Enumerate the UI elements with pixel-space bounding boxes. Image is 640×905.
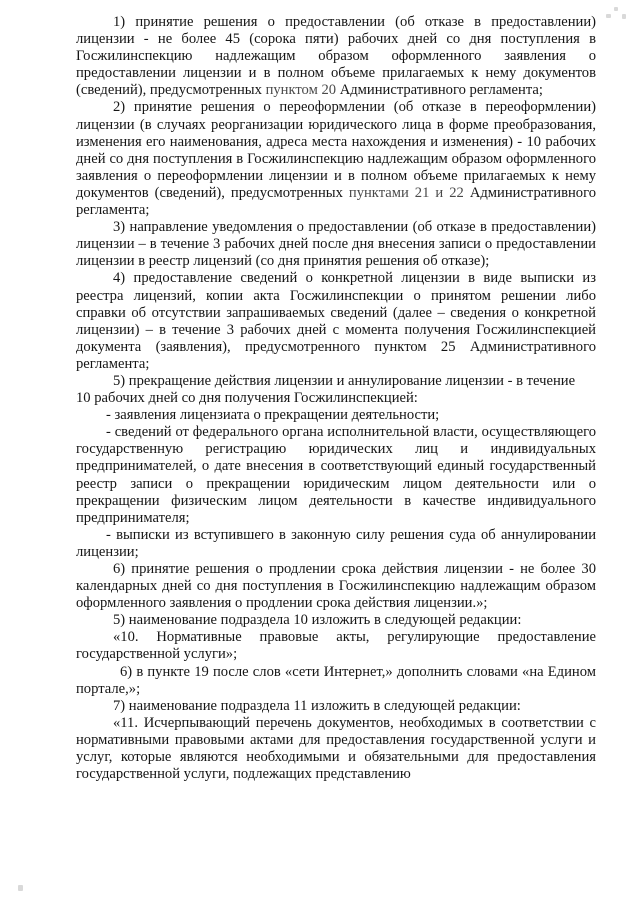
paragraph-subsection-11-change: 7) наименование подраздела 11 изложить в следующей редакции:: [113, 697, 521, 714]
paragraph-subsection-10-change: 5) наименование подраздела 10 изложить в следующей редакции:: [113, 612, 522, 629]
regulation-reference: пунктом 20: [265, 82, 337, 99]
paragraph-text: Административного регламента;: [336, 82, 543, 99]
regulation-reference: пунктами 21 и 22: [348, 184, 464, 201]
scan-speck: [18, 885, 23, 891]
paragraph-license-reissue-deadline: [76, 99, 596, 219]
paragraph-text: Административного регламента;: [76, 184, 596, 219]
paragraph-text: 1) принятие решения о предоставлении (об отказе в предоставлении) лицензии - не более 45 (сорока пяти) рабочих дней со дня поступления в Госжилинспекцию надлежащим образом оформленного заявления о предоставлении лицензии и в полном объеме прилагаемых к нему документов (сведений), предусмотренных: [76, 14, 596, 99]
list-item-federal-information: - сведений от федерального органа исполнительной власти, осуществляющего государственную регистрацию юридических лиц и индивидуальных предпринимателей, о дате внесения в соответствующий единый государственный реестр записи о прекращении юридическим лицом деятельности или о прекращении физическим лицом деятельности в качестве индивидуального предпринимателя;: [76, 424, 596, 526]
scan-speck: [622, 14, 626, 19]
scan-speck: [614, 7, 618, 11]
paragraph-notification-deadline: 3) направление уведомления о предоставлении (об отказе в предоставлении) лицензии – в течение 3 рабочих дней после дня внесения записи о предоставлении лицензии в реестр лицензий (со дня принятия решения об отказе);: [76, 219, 596, 270]
paragraph-termination-sources: 10 рабочих дней со дня получения Госжилинспекцией:: [76, 390, 418, 407]
paragraph-license-information-deadline: 4) предоставление сведений о конкретной лицензии в виде выписки из реестра лицензий, копии акта Госжилинспекции о принятом решении либо справки об отсутствии запрашиваемых сведений (далее – сведения о конкретной лицензии) – в течение 3 рабочих дней с момента получения Госжилинспекцией документа (заявления), предусмотренного пунктом 25 Административного регламента;: [76, 270, 596, 372]
paragraph-subsection-10-title: «10. Нормативные правовые акты, регулирующие предоставление государственной услуги»;: [76, 629, 596, 663]
paragraph-termination-deadline: 5) прекращение действия лицензии и аннулирование лицензии - в течение: [113, 372, 576, 389]
list-item-licensee-application: - заявления лицензиата о прекращении деятельности;: [106, 407, 440, 424]
paragraph-license-grant-deadline: [76, 14, 596, 99]
paragraph-item-19-change: 6) в пункте 19 после слов «сети Интернет,» дополнить словами «на Едином портале,»;: [76, 663, 596, 697]
list-item-court-decision: - выписки из вступившего в законную силу решения суда об аннулировании лицензии;: [76, 526, 596, 560]
paragraph-subsection-11-title: «11. Исчерпывающий перечень документов, необходимых в соответствии с нормативными правовыми актами для предоставления государственной услуги и услуг, которые являются необходимыми и обязательными для предоставления государственной услуги, подлежащих представлению: [76, 714, 596, 783]
scan-speck: [606, 14, 611, 18]
paragraph-text: 2) принятие решения о переоформлении (об отказе в переоформлении) лицензии (в случаях реорганизации юридического лица в форме преобразования, изменения его наименования, адреса места нахождения и изменения) - 10 рабочих дней со дня поступления в Госжилинспекцию надлежащим образом оформленного заявления о переоформлении лицензии и в полном объеме прилагаемых к нему документов (сведений), предусмотренных: [76, 99, 596, 201]
document-body: [76, 14, 596, 783]
paragraph-license-extension-deadline: 6) принятие решения о продлении срока действия лицензии - не более 30 календарных дней со дня поступления в Госжилинспекцию надлежащим образом оформленного заявления о продлении срока действия лицензии.»;: [76, 561, 596, 612]
